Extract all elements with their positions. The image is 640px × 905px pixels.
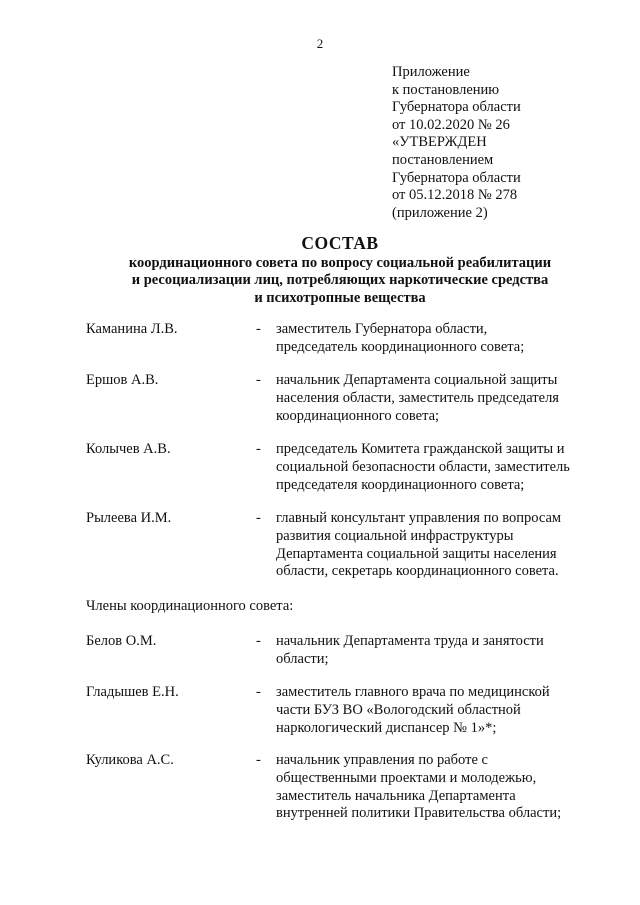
position-line: общественными проектами и молодежью, — [276, 769, 537, 786]
position-description — [276, 510, 606, 581]
document-subtitle — [0, 255, 640, 307]
position-line: координационного совета; — [276, 407, 440, 424]
position-line: внутренней политики Правительства области; — [276, 805, 562, 822]
position-line: наркологический диспансер № 1»*; — [276, 719, 497, 736]
position-line: главный консультант управления по вопросам — [276, 510, 562, 526]
appendix-line: Губернатора области — [392, 169, 521, 186]
position-description — [276, 752, 606, 823]
position-description — [276, 441, 606, 494]
appendix-line: Приложение — [392, 64, 470, 80]
position-line: начальник управления по работе с — [276, 752, 488, 768]
appendix-line: к постановлению — [392, 81, 500, 98]
dash-separator: - — [256, 633, 261, 649]
position-line: заместитель начальника Департамента — [276, 787, 516, 804]
position-line: области, секретарь координационного совета. — [276, 563, 559, 580]
appendix-line: Губернатора области — [392, 99, 521, 116]
person-name: Каманина Л.В. — [86, 321, 178, 337]
position-line: председатель Комитета гражданской защиты и — [276, 441, 565, 457]
position-line: начальник Департамента социальной защиты — [276, 372, 558, 388]
members-heading: Члены координационного совета: — [86, 598, 294, 614]
subtitle-line: и ресоциализации лиц, потребляющих наркотические средства — [131, 272, 549, 289]
document-title: СОСТАВ — [301, 233, 379, 253]
position-description — [276, 633, 606, 669]
person-name: Ершов А.В. — [86, 372, 159, 388]
dash-separator: - — [256, 372, 261, 388]
position-line: Департамента социальной защиты населения — [276, 545, 557, 562]
appendix-line: от 10.02.2020 № 26 — [392, 116, 510, 133]
appendix-line: постановлением — [392, 151, 494, 168]
appendix-line: (приложение 2) — [392, 204, 488, 221]
dash-separator: - — [256, 684, 261, 700]
position-line: председателя координационного совета; — [276, 476, 525, 493]
position-description — [276, 684, 606, 737]
person-name: Рылеева И.М. — [86, 510, 172, 526]
position-line: населения области, заместитель председателя — [276, 389, 559, 406]
position-description — [276, 321, 606, 357]
dash-separator: - — [256, 441, 261, 457]
position-line: части БУЗ ВО «Вологодский областной — [276, 701, 521, 718]
dash-separator: - — [256, 510, 261, 526]
position-line: председатель координационного совета; — [276, 338, 525, 355]
position-line: развития социальной инфраструктуры — [276, 527, 514, 544]
subtitle-line: координационного совета по вопросу социальной реабилитации — [128, 255, 552, 271]
position-line: социальной безопасности области, заместитель — [276, 458, 570, 475]
dash-separator: - — [256, 752, 261, 768]
dash-separator: - — [256, 321, 261, 337]
position-line: заместитель Губернатора области, — [276, 321, 488, 337]
page-number: 2 — [316, 36, 324, 51]
appendix-line: «УТВЕРЖДЕН — [392, 134, 487, 151]
position-line: области; — [276, 650, 329, 667]
person-name: Куликова А.С. — [86, 752, 174, 768]
person-name: Белов О.М. — [86, 633, 157, 649]
position-line: начальник Департамента труда и занятости — [276, 633, 544, 649]
position-description — [276, 372, 606, 425]
person-name: Гладышев Е.Н. — [86, 684, 179, 700]
person-name: Колычев А.В. — [86, 441, 171, 457]
subtitle-line: и психотропные вещества — [254, 289, 426, 306]
position-line: заместитель главного врача по медицинской — [276, 684, 550, 700]
appendix-line: от 05.12.2018 № 278 — [392, 187, 518, 204]
appendix-block — [392, 64, 521, 222]
